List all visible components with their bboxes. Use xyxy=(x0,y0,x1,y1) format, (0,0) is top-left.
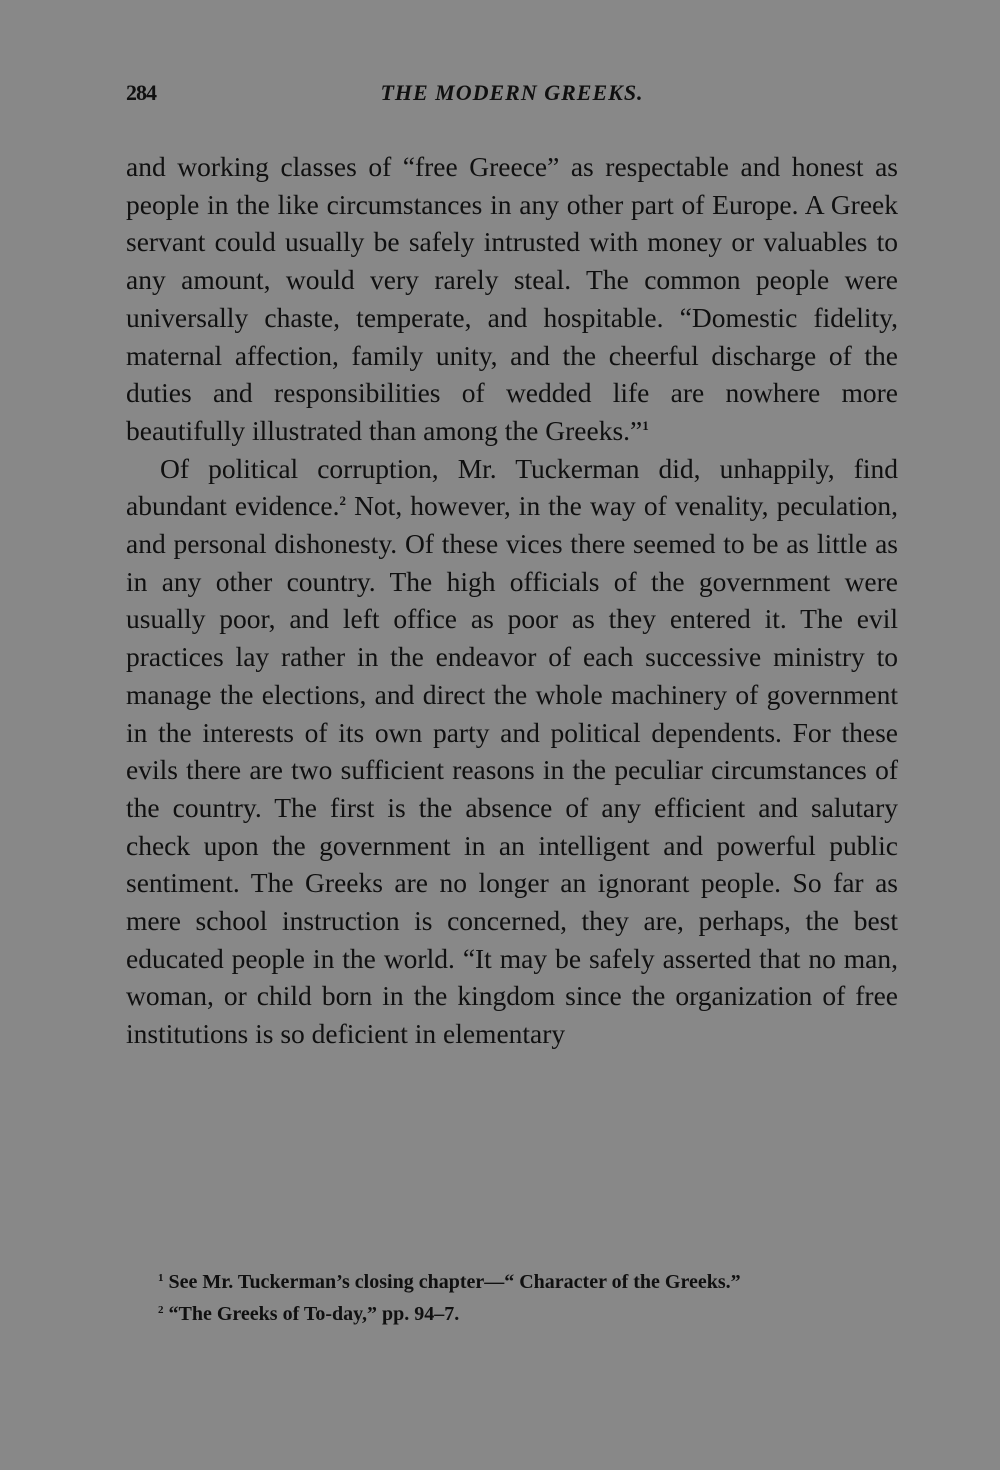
footnote-1 xyxy=(158,1264,898,1296)
paragraph-1 xyxy=(126,148,898,450)
footnote-2-text: “The Greeks of To-day,” pp. 94–7. xyxy=(168,1303,460,1325)
footnote-ref-1: 1 xyxy=(642,417,649,433)
body-text xyxy=(126,148,898,1053)
footnotes xyxy=(158,1264,898,1328)
footnote-ref-2: 2 xyxy=(339,493,346,509)
footnote-2 xyxy=(158,1296,898,1328)
page-number: 284 xyxy=(126,80,156,105)
footnote-1-text: See Mr. Tuckerman’s closing chapter—“ Character of the Greeks.” xyxy=(168,1271,741,1293)
footnote-1-mark: 1 xyxy=(158,1272,164,1284)
running-title: THE MODERN GREEKS. xyxy=(380,80,644,105)
paragraph-2-text-a: Of political corruption, Mr. Tuckerman did, unhappily, find abundant evidence. xyxy=(126,452,898,522)
paragraph-1-text: and working classes of “free Greece” as respectable and honest as people in the like circumstances in any other part of Europe. A Greek servant could usually be safely intrusted with money or valuables to any amount, would very rarely steal. The common people were universally chaste, temperate, and hospitable. “Domestic fidelity, maternal affection, family unity, and the cheerful discharge of the duties and responsibilities of wedded life are nowhere more beautifully illustrated than among the Greeks.” xyxy=(126,151,898,446)
paragraph-2 xyxy=(126,450,898,1053)
paragraph-2-text-b: Not, however, in the way of venality, peculation, and personal dishonesty. Of these vices there seemed to be as little as in any other country. The high officials of the government were usually poor, and left office as poor as they entered it. The evil practices lay rather in the endeavor of each successive ministry to manage the elections, and direct the whole machinery of government in the interests of its own party and political dependents. For these evils there are two sufficient reasons in the peculiar circumstances of the country. The first is the absence of any efficient and salutary check upon the government in an intelligent and powerful public sentiment. The Greeks are no longer an ignorant people. So far as mere school instruction is concerned, they are, perhaps, the best educated people in the world. “It may be safely asserted that no man, woman, or child born in the kingdom since the organization of free institutions is so deficient in elementary xyxy=(126,490,899,1050)
page-header xyxy=(126,80,898,116)
footnote-2-mark: 2 xyxy=(158,1304,164,1316)
